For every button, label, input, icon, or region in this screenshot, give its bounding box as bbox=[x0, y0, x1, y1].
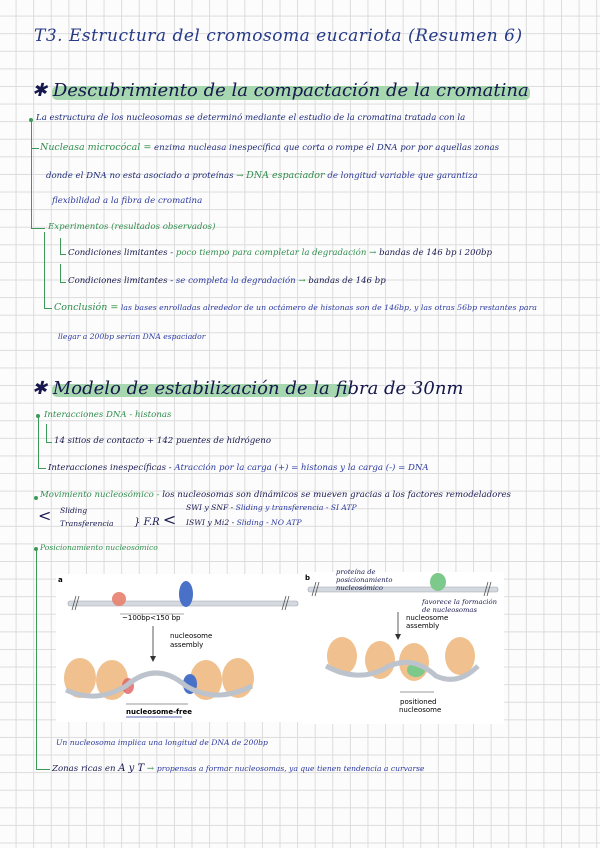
assembly-label: nucleosome bbox=[170, 632, 213, 640]
bracket-icon: } bbox=[134, 517, 141, 528]
iswi-detail: Sliding - NO ATP bbox=[236, 518, 302, 527]
tree-line bbox=[46, 424, 47, 442]
figure-a-diagram bbox=[56, 574, 311, 722]
interacciones-2-label: Interacciones inespecíficas - bbox=[48, 463, 172, 473]
arrow-icon: → bbox=[369, 248, 377, 258]
note-favorece: favorece la formación de nucleosomas bbox=[422, 598, 497, 614]
section-heading-text: Descubrimiento de la compactación de la cromatina bbox=[52, 80, 529, 101]
conclusion-label: Conclusión = bbox=[54, 302, 119, 313]
swi-label: SWI y SNF - bbox=[186, 503, 234, 512]
positioned-label: positioned bbox=[400, 698, 437, 706]
section-heading-1 bbox=[32, 80, 529, 101]
spacer-label: DNA espaciador bbox=[246, 170, 325, 181]
bracket-icon: < bbox=[38, 506, 52, 525]
asterisk-icon: ✱ bbox=[32, 80, 48, 101]
condicion-2 bbox=[68, 276, 386, 286]
condicion-1-result: bandas de 146 bp i 200bp bbox=[379, 248, 493, 258]
tree-line bbox=[38, 468, 46, 469]
tree-line bbox=[44, 308, 52, 309]
interacciones-2 bbox=[48, 463, 429, 473]
nucleasa-text: enzima nucleasa inespecífica que corta o rompe el DNA por por aquellas zonas bbox=[154, 143, 500, 153]
condicion-2-detail: se completa la degradación bbox=[175, 276, 296, 286]
svg-text:nucleosome: nucleosome bbox=[399, 706, 442, 714]
implica-text: Un nucleosoma implica una longitud de DNA de 200bp bbox=[56, 738, 268, 747]
nucleasa-label: Nucleasa microcócal = bbox=[40, 142, 152, 153]
page-title: T3. Estructura del cromosoma eucariota (Resumen 6) bbox=[34, 26, 523, 46]
movimiento-text: los nucleosomas son dinámicos se mueven gracias a los factores remodeladores bbox=[162, 490, 511, 500]
interacciones-label: Interacciones DNA - histonas bbox=[44, 410, 172, 420]
bracket-icon: < bbox=[162, 510, 177, 529]
conclusion-text: las bases enrolladas alrededor de un octámero de histonas son de 146bp, y las otras 56bp restantes para bbox=[120, 303, 537, 312]
figure-a-letter: a bbox=[58, 576, 63, 584]
condicion-1-detail: poco tiempo para completar la degradación bbox=[175, 248, 367, 258]
fr-label bbox=[134, 510, 176, 529]
figure-b bbox=[302, 572, 504, 724]
interacciones-1: 14 sitios de contacto + 142 puentes de hidrógeno bbox=[54, 436, 272, 446]
intro-text: La estructura de los nucleosomas se determinó mediante el estudio de la cromatina tratada con la bbox=[36, 113, 466, 123]
assembly-label-b: nucleosome bbox=[406, 614, 449, 622]
tree-line bbox=[31, 228, 45, 229]
transferencia-label: Transferencia bbox=[60, 519, 114, 528]
nucleosome-free-label: nucleosome-free bbox=[126, 708, 192, 716]
arrow-icon: → bbox=[298, 276, 306, 286]
tree-line bbox=[60, 238, 61, 254]
zonas-label: Zonas ricas en bbox=[52, 764, 116, 774]
conclusion-text-2: llegar a 200bp serían DNA espaciador bbox=[58, 332, 206, 341]
fr-text: F.R bbox=[143, 517, 160, 528]
interacciones-2-detail: Atracción por la carga (+) = histonas y la carga (-) = DNA bbox=[174, 463, 429, 473]
svg-text:assembly: assembly bbox=[406, 622, 440, 630]
figure-b-diagram bbox=[302, 572, 504, 724]
section-heading-text: Modelo de estabilización de la fibra de 30nm bbox=[52, 378, 464, 399]
tree-line bbox=[60, 282, 66, 283]
tree-line bbox=[36, 769, 50, 770]
bullet-dot bbox=[34, 496, 38, 500]
tree-line bbox=[36, 549, 37, 769]
svg-text:assembly: assembly bbox=[170, 641, 204, 649]
swi-detail: Sliding y transferencia - SI ATP bbox=[235, 503, 357, 512]
tree-line bbox=[60, 264, 61, 282]
zonas-detail: propensas a formar nucleosomas, ya que tienen tendencia a curvarse bbox=[156, 764, 425, 773]
posicionamiento-label: Posicionamiento nucleosómico bbox=[40, 543, 158, 552]
nucleasa-line bbox=[40, 142, 499, 153]
tree-line bbox=[46, 442, 52, 443]
tree-line bbox=[31, 148, 39, 149]
iswi-line bbox=[186, 518, 302, 527]
tree-line bbox=[31, 120, 32, 228]
sliding-label: Sliding bbox=[60, 506, 88, 515]
figure-b-letter: b bbox=[305, 574, 311, 582]
swi-line bbox=[186, 503, 357, 512]
tree-line bbox=[38, 416, 39, 468]
spacer-text-2: flexibilidad a la fibra de cromatina bbox=[52, 196, 203, 206]
spacer-text: de longitud variable que garantiza bbox=[327, 171, 478, 181]
at-label: A y T bbox=[118, 763, 145, 774]
asterisk-icon: ✱ bbox=[32, 378, 48, 399]
condicion-2-result: bandas de 146 bp bbox=[308, 276, 386, 286]
condicion-1-label: Condiciones limitantes - bbox=[68, 248, 174, 258]
movimiento-line bbox=[40, 490, 511, 500]
note-proteina: proteína de posicionamiento nucleosómico bbox=[336, 568, 393, 592]
conclusion-line bbox=[54, 302, 537, 313]
condicion-1 bbox=[68, 248, 492, 258]
arrow-icon: → bbox=[146, 764, 155, 774]
iswi-label: ISWI y Mi2 - bbox=[186, 518, 235, 527]
nucleasa-text-2: donde el DNA no esta asociado a proteínas bbox=[46, 171, 234, 181]
movimiento-label: Movimiento nucleosómico - bbox=[40, 490, 160, 500]
arrow-icon: → bbox=[236, 171, 244, 181]
experimentos-label: Experimentos (resultados observados) bbox=[48, 222, 216, 232]
tree-line bbox=[60, 254, 66, 255]
figure-a bbox=[56, 574, 311, 722]
tree-line bbox=[44, 232, 45, 308]
condicion-2-label: Condiciones limitantes - bbox=[68, 276, 174, 286]
bp-label: ~100bp<150 bp bbox=[122, 614, 181, 622]
nucleasa-line-2 bbox=[46, 170, 478, 181]
zonas-line bbox=[52, 763, 424, 774]
section-heading-2 bbox=[32, 378, 464, 399]
